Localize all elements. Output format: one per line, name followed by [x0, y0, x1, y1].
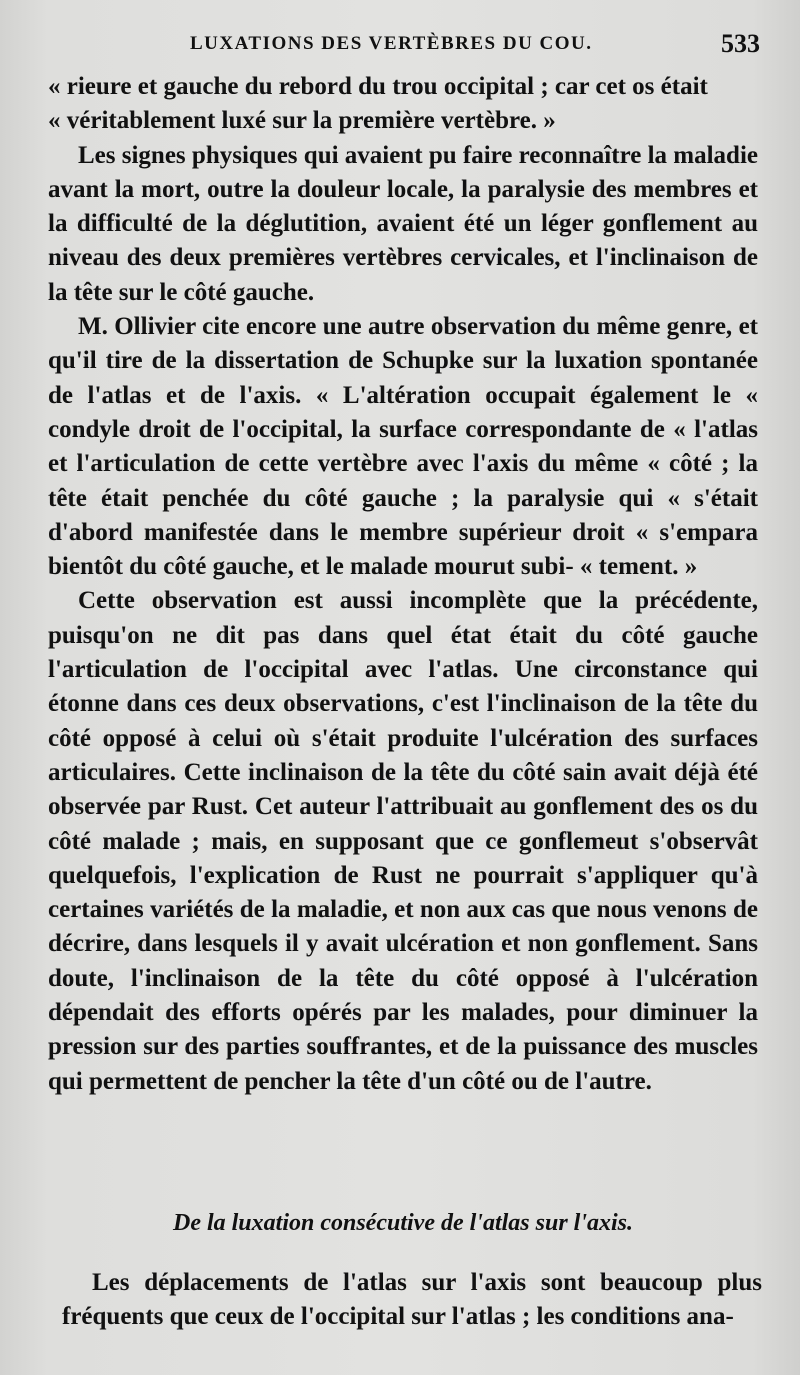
quote-continuation: [48, 70, 758, 139]
main-text-block: [48, 70, 758, 1099]
paragraph: Les signes physiques qui avaient pu faire reconnaître la maladie avant la mort, outre la douleur locale, la paralysie des membres et la difficulté de la déglutition, avaient été un léger gonflement au niveau des deux premières vertèbres cervicales, et l'inclinaison de la tête sur le côté gauche.: [48, 141, 758, 306]
paragraph: Cette observation est aussi incomplète que la précédente, puisqu'on ne dit pas dans quel état était du côté gauche l'articulation de l'occipital avec l'atlas. Une circonstance qui étonne dans ces deux observations, c'est l'inclinaison de la tête du côté opposé à celui où s'était produite l'ulcération des surfaces articulaires. Cette inclinaison de la tête du côté sain avait déjà été observée par Rust. Cet auteur l'attribuait au gonflement des os du côté malade ; mais, en supposant que ce gonflemeut s'observât quelquefois, l'explication de Rust ne pourrait s'appliquer qu'à certaines variétés de la maladie, et non aux cas que nous venons de décrire, dans lesquels il y avait ulcération et non gonflement. Sans doute, l'inclinaison de la tête du côté opposé à l'ulcération dépendait des efforts opérés par les malades, pour diminuer la pression sur des parties souffrantes, et de la puissance des muscles qui permettent de pencher la tête d'un côté ou de l'autre.: [48, 587, 758, 1095]
page-number: 533: [721, 29, 760, 58]
running-head: [60, 29, 760, 63]
running-head-title: LUXATIONS DES VERTÈBRES DU COU.: [190, 33, 593, 54]
section-opening-paragraph: Les déplacements de l'atlas sur l'axis sont beaucoup plus fréquents que ceux de l'occipital sur l'atlas ; les conditions ana-: [62, 1269, 762, 1331]
text-line: « véritablement luxé sur la première vertèbre. »: [48, 107, 556, 135]
section-heading: De la luxation consécutive de l'atlas sur l'axis.: [172, 1210, 634, 1236]
paragraph: M. Ollivier cite encore une autre observation du même genre, et qu'il tire de la dissertation de Schupke sur la luxation spontanée de l'atlas et de l'axis. « L'altération occupait également le « condyle droit de l'occipital, la surface correspondante de « l'atlas et l'articulation de cette vertèbre avec l'axis du même « côté ; la tête était penchée du côté gauche ; la paralysie qui « s'était d'abord manifestée dans le membre supérieur droit « s'empara bientôt du côté gauche, et le malade mourut subi- « tement. »: [48, 313, 758, 581]
text-line: « rieure et gauche du rebord du trou occipital ; car cet os était: [48, 73, 708, 100]
